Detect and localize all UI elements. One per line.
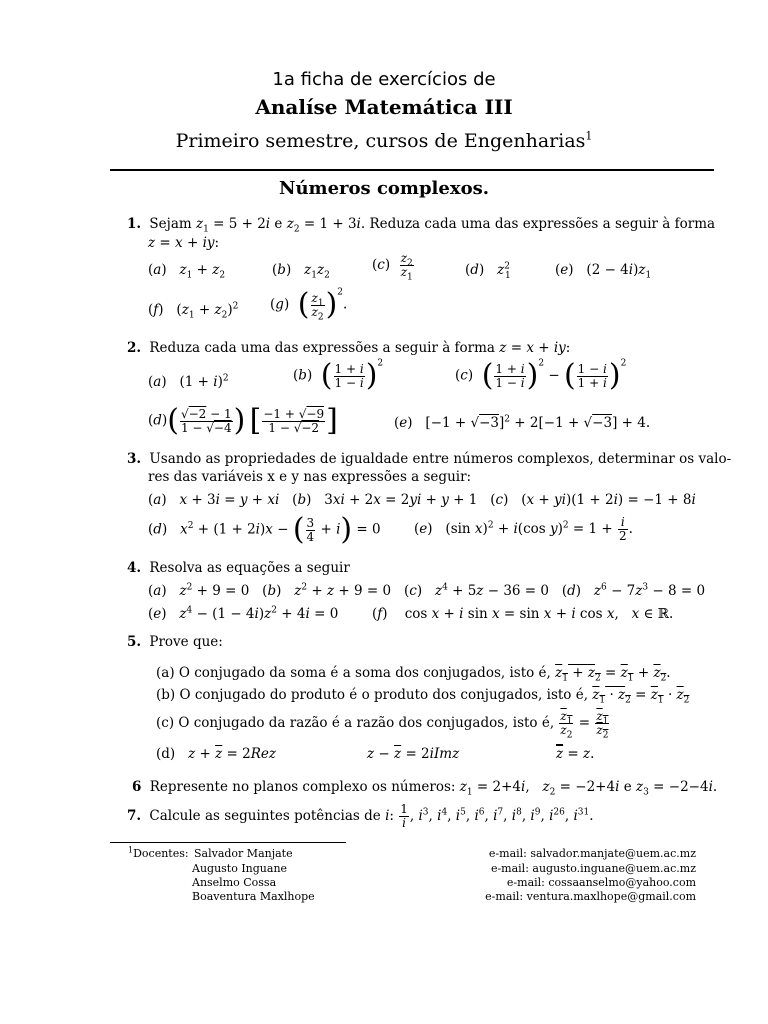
subtitle bbox=[0, 130, 768, 152]
q4-item-e: (e) $z^4 - (1 - 4i)z^2 + 4i = 0$ bbox=[148, 605, 339, 622]
q5-text: Prove que: bbox=[149, 634, 223, 650]
q1-item-b: (b) $z_1z_2$ bbox=[272, 262, 330, 281]
q5-d-label: (d) bbox=[156, 746, 176, 762]
q1-text-a: Sejam bbox=[149, 216, 192, 232]
footnote-name-1: Salvador Manjate bbox=[194, 847, 293, 860]
q5-b-text: (b) O conjugado do produto é o produto dos conjugados, isto é, bbox=[156, 687, 588, 703]
footnote-email-2: e-mail: augusto.inguane@uem.ac.mz bbox=[490, 862, 696, 875]
q1-line-1: 1. Sejam $z_1 = 5 + 2i$ e $z_2 = 1 + 3i$. Reduza cada uma das expressões a seguir à forma bbox=[127, 216, 716, 235]
q3-line-2: res das variáveis x e y nas expressões a seguir: bbox=[148, 469, 472, 485]
footnote-label-text: Docentes: bbox=[133, 847, 189, 860]
q1-line-2: z = x + iy: bbox=[148, 235, 220, 251]
q2-item-d: (d)( $\frac{√-2 - 1}{1 - √-4}$ ) [ $\frac{-1 + √-9}{1 - √-2}$ ] bbox=[148, 403, 338, 438]
q2-item-c: (c) ( $\frac{1 + i}{1 - i}$ )$^2$ − ( $\frac{1 - i}{1 + i}$ )$^2$ bbox=[455, 358, 627, 393]
q1-item-a: (a) $z_1 + z_2$ bbox=[148, 262, 226, 281]
q4-text: Resolva as equações a seguir bbox=[149, 560, 350, 576]
footnote-rule bbox=[110, 842, 346, 843]
subtitle-text: Primeiro semestre, cursos de Engenharias bbox=[175, 130, 586, 152]
q2-item-a: (a) $(1 + i)^2$ bbox=[148, 373, 229, 390]
section-title: Números complexos. bbox=[279, 178, 489, 199]
q5-item-d: (d) $z + \overline{z} = 2Rez$ bbox=[156, 746, 276, 762]
q5-line-1 bbox=[127, 634, 223, 650]
q4-items-1: (a) $z^2 + 9 = 0$ (b) $z^2 + z + 9 = 0$ (c) $z^4 + 5z - 36 = 0$ (d) $z^6 - 7z^3 - 8 = 0$ bbox=[148, 582, 706, 599]
header-rule bbox=[110, 169, 714, 171]
q6-line: 6 Represente no planos complexo os números: $z_1 = 2+4i$, $z_2 = -2+4i$ e $z_3 = -2-4i$. bbox=[132, 779, 718, 798]
q5-a-text: (a) O conjugado da soma é a soma dos conjugados, isto é, bbox=[156, 665, 551, 681]
footnote-name-4: Boaventura Maxlhope bbox=[192, 890, 315, 903]
q7-text: Calcule as seguintes potências de bbox=[149, 808, 381, 824]
footnote-mark: 1 bbox=[585, 129, 593, 143]
footnote-label-mark: 1 bbox=[128, 845, 134, 855]
q5-item-d3: $\overline{z} = z$. bbox=[556, 746, 595, 762]
footnote-name-3: Anselmo Cossa bbox=[192, 876, 277, 889]
footnote-label bbox=[128, 847, 189, 861]
q3-item-d: (d) $x^2 + (1 + 2i)x$ − ( $\frac{3}{4}$ + i) = 0 bbox=[148, 512, 381, 547]
q2-line-1: 2. Reduza cada uma das expressões a seguir à forma z = x + iy: bbox=[127, 340, 571, 356]
q5-item-c: (c) O conjugado da razão é a razão dos conjugados, isto é, $\frac{z_1}{z_2}$ = $\frac{z_1}{z_2}$ bbox=[156, 709, 609, 741]
q1-item-e: (e) $(2 - 4i)z_1$ bbox=[555, 262, 652, 281]
q7-number: 7. bbox=[127, 808, 142, 824]
q2-text: Reduza cada uma das expressões a seguir à forma bbox=[149, 340, 495, 356]
course-title: Analíse Matemática III bbox=[255, 95, 513, 119]
q6-number: 6 bbox=[132, 779, 142, 795]
q4-item-f: (f) cos x + i sin x = sin x + i cos x, x ∈ ℝ. bbox=[372, 606, 674, 622]
q3-item-abc: (a) x + 3i = y + xi (b) 3xi + 2x = 2yi + y + 1 (c) (x + yi)(1 + 2i) = −1 + 8i bbox=[148, 492, 696, 508]
q1-item-c: (c) $\frac{z_2}{z_1}$ bbox=[372, 251, 413, 283]
footnote-email-4: e-mail: ventura.maxlhope@gmail.com bbox=[485, 890, 696, 903]
q6-text: Represente no planos complexo os números: bbox=[149, 779, 456, 795]
q5-item-b: (b) O conjugado do produto é o produto dos conjugados, isto é, $z_1 \cdot z_2 = z_1 \cdot z_2$ bbox=[156, 687, 690, 706]
q7-line: 7. Calcule as seguintes potências de i: $\frac{1}{i}$ , $i^3$, $i^4$, $i^5$, $i^6$, $i^7$, $i^8$, $i^9$, $i^{26}$, $i^{31}$. bbox=[127, 802, 594, 830]
q1-item-g: (g) ( $\frac{z_1}{z_2}$ )$^2$. bbox=[270, 287, 348, 322]
q1-text-c: . Reduza cada uma das expressões a seguir à forma bbox=[360, 216, 716, 232]
q1-text-d: : bbox=[214, 235, 220, 251]
title-line-1: 1a ficha de exercícios de bbox=[272, 69, 496, 90]
q1-text-b: e bbox=[274, 216, 283, 232]
q1-item-f: (f) $(z_1 + z_2)^2$ bbox=[148, 301, 239, 321]
q2-number: 2. bbox=[127, 340, 142, 356]
q3-text-1: Usando as propriedades de igualdade entre números complexos, determinar os valo- bbox=[149, 451, 732, 467]
q5-number: 5. bbox=[127, 634, 142, 650]
footnote-name-2: Augusto Inguane bbox=[192, 862, 288, 875]
q1-item-d: (d) $z^2_1$ bbox=[465, 261, 511, 281]
q2-item-b: (b) ( $\frac{1 + i}{1 - i}$ )$^2$ bbox=[293, 358, 384, 393]
q4-line-1 bbox=[127, 560, 350, 576]
footnote-email-3: e-mail: cossaanselmo@yahoo.com bbox=[506, 876, 696, 889]
q1-number: 1. bbox=[127, 216, 142, 232]
q4-number: 4. bbox=[127, 560, 142, 576]
q2-item-e: (e) $[-1 + √-3]^2 + 2[-1 + √-3] + 4$. bbox=[394, 414, 651, 431]
q5-c-text: (c) O conjugado da razão é a razão dos conjugados, isto é, bbox=[156, 715, 555, 731]
q5-item-a: (a) O conjugado da soma é a soma dos conjugados, isto é, $z_1 + z_2 = z_1 + z_2$. bbox=[156, 665, 671, 684]
q5-item-d2: $z - \overline{z}$ = 2iImz bbox=[367, 746, 460, 762]
q3-number: 3. bbox=[127, 451, 142, 467]
q3-item-e: (e) (sin x)$^2$ + i(cos y)$^2$ = 1 + $\frac{i}{2}$ . bbox=[414, 515, 633, 543]
q3-line-1 bbox=[127, 451, 731, 467]
footnote-email-1: e-mail: salvador.manjate@uem.ac.mz bbox=[488, 847, 696, 860]
